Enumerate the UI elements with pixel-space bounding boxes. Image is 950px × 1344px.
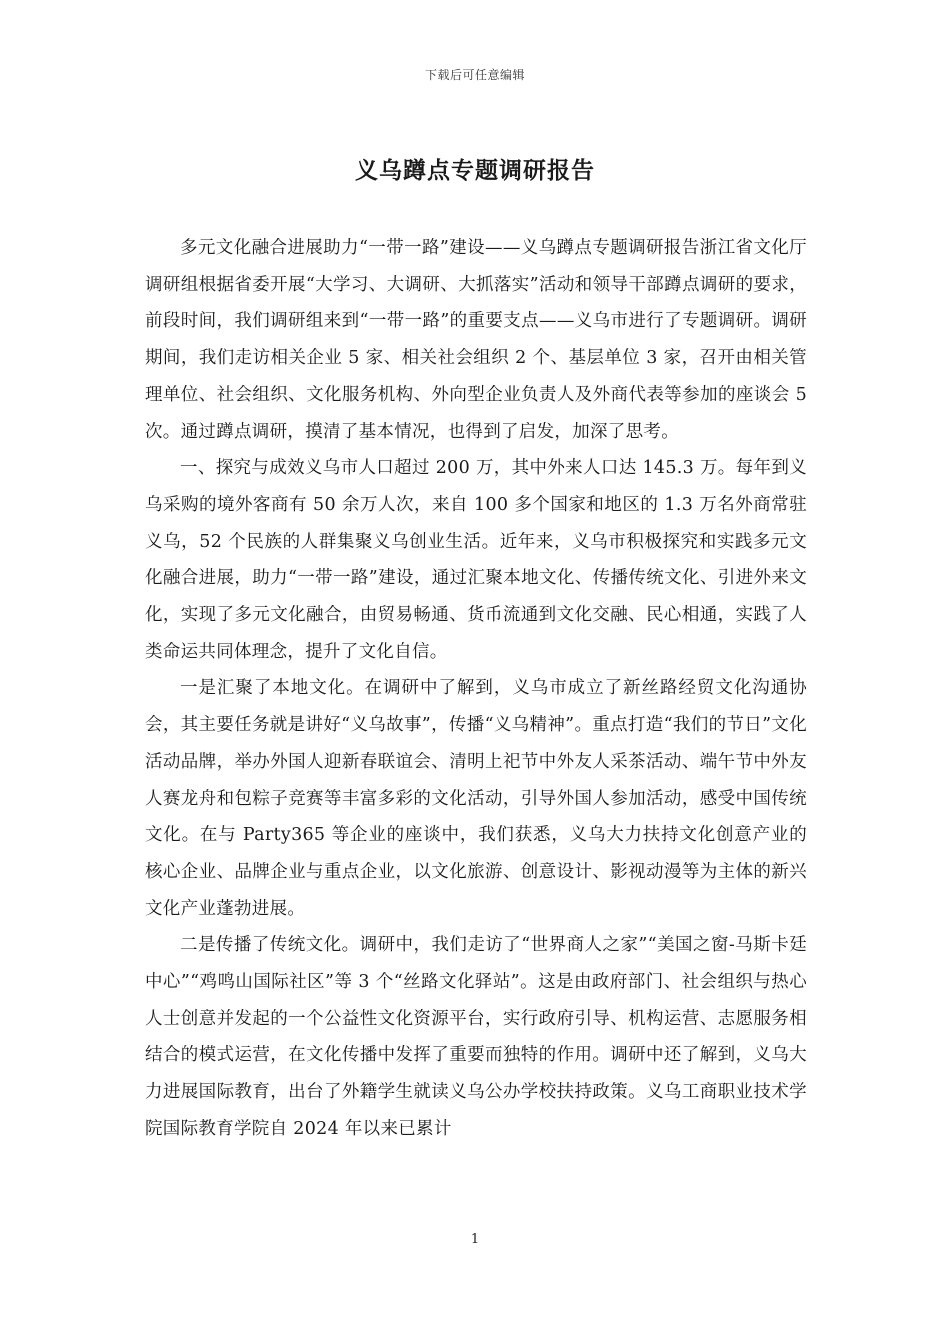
paragraph-traditional-culture: 二是传播了传统文化。调研中，我们走访了“世界商人之家”“美国之窗-马斯卡廷中心”“鸡鸣山国际社区”等 3 个“丝路文化驿站”。这是由政府部门、社会组织与热心人士创意并发起的一个公益性文化资源平台，实行政府引导、机构运营、志愿服务相结合的模式运营，在文化传播中发挥了重要而独特的作用。调研中还了解到，义乌大力进展国际教育，出台了外籍学生就读义乌公办学校扶持政策。义乌工商职业技术学院国际教育学院自 2024 年以来已累计 (145, 935, 807, 1139)
document-title: 义乌蹲点专题调研报告 (355, 157, 595, 184)
paragraph-local-culture: 一是汇聚了本地文化。在调研中了解到，义乌市成立了新丝路经贸文化沟通协会，其主要任务就是讲好“义乌故事”，传播“义乌精神”。重点打造“我们的节日”文化活动品牌，举办外国人迎新春联谊会、清明上祀节中外友人采茶活动、端午节中外友人赛龙舟和包粽子竞赛等丰富多彩的文化活动，引导外国人参加活动，感受中国传统文化。在与 Party365 等企业的座谈中，我们获悉，义乌大力扶持文化创意产业的核心企业、品牌企业与重点企业，以文化旅游、创意设计、影视动漫等为主体的新兴文化产业蓬勃进展。 (145, 678, 807, 919)
paragraph-exploration-results: 一、探究与成效义乌市人口超过 200 万，其中外来人口达 145.3 万。每年到义乌采购的境外客商有 50 余万人次，来自 100 多个国家和地区的 1.3 万名外商常驻义乌，52 个民族的人群集聚义乌创业生活。近年来，义乌市积极探究和实践多元文化融合进展，助力“一带一路”建设，通过汇聚本地文化、传播传统文化、引进外来文化，实现了多元文化融合，由贸易畅通、货币流通到文化交融、民心相通，实践了人类命运共同体理念，提升了文化自信。 (145, 458, 807, 662)
page-number: 1 (470, 1232, 480, 1247)
paragraph-intro: 多元文化融合进展助力“一带一路”建设——义乌蹲点专题调研报告浙江省文化厅调研组根据省委开展“大学习、大调研、大抓落实”活动和领导干部蹲点调研的要求，前段时间，我们调研组来到“一带一路”的重要支点——义乌市进行了专题调研。调研期间，我们走访相关企业 5 家、相关社会组织 2 个、基层单位 3 家，召开由相关管理单位、社会组织、文化服务机构、外向型企业负责人及外商代表等参加的座谈会 5 次。通过蹲点调研，摸清了基本情况，也得到了启发，加深了思考。 (145, 238, 807, 442)
header-note: 下载后可任意编辑 (424, 68, 525, 82)
document-body (145, 230, 807, 1148)
